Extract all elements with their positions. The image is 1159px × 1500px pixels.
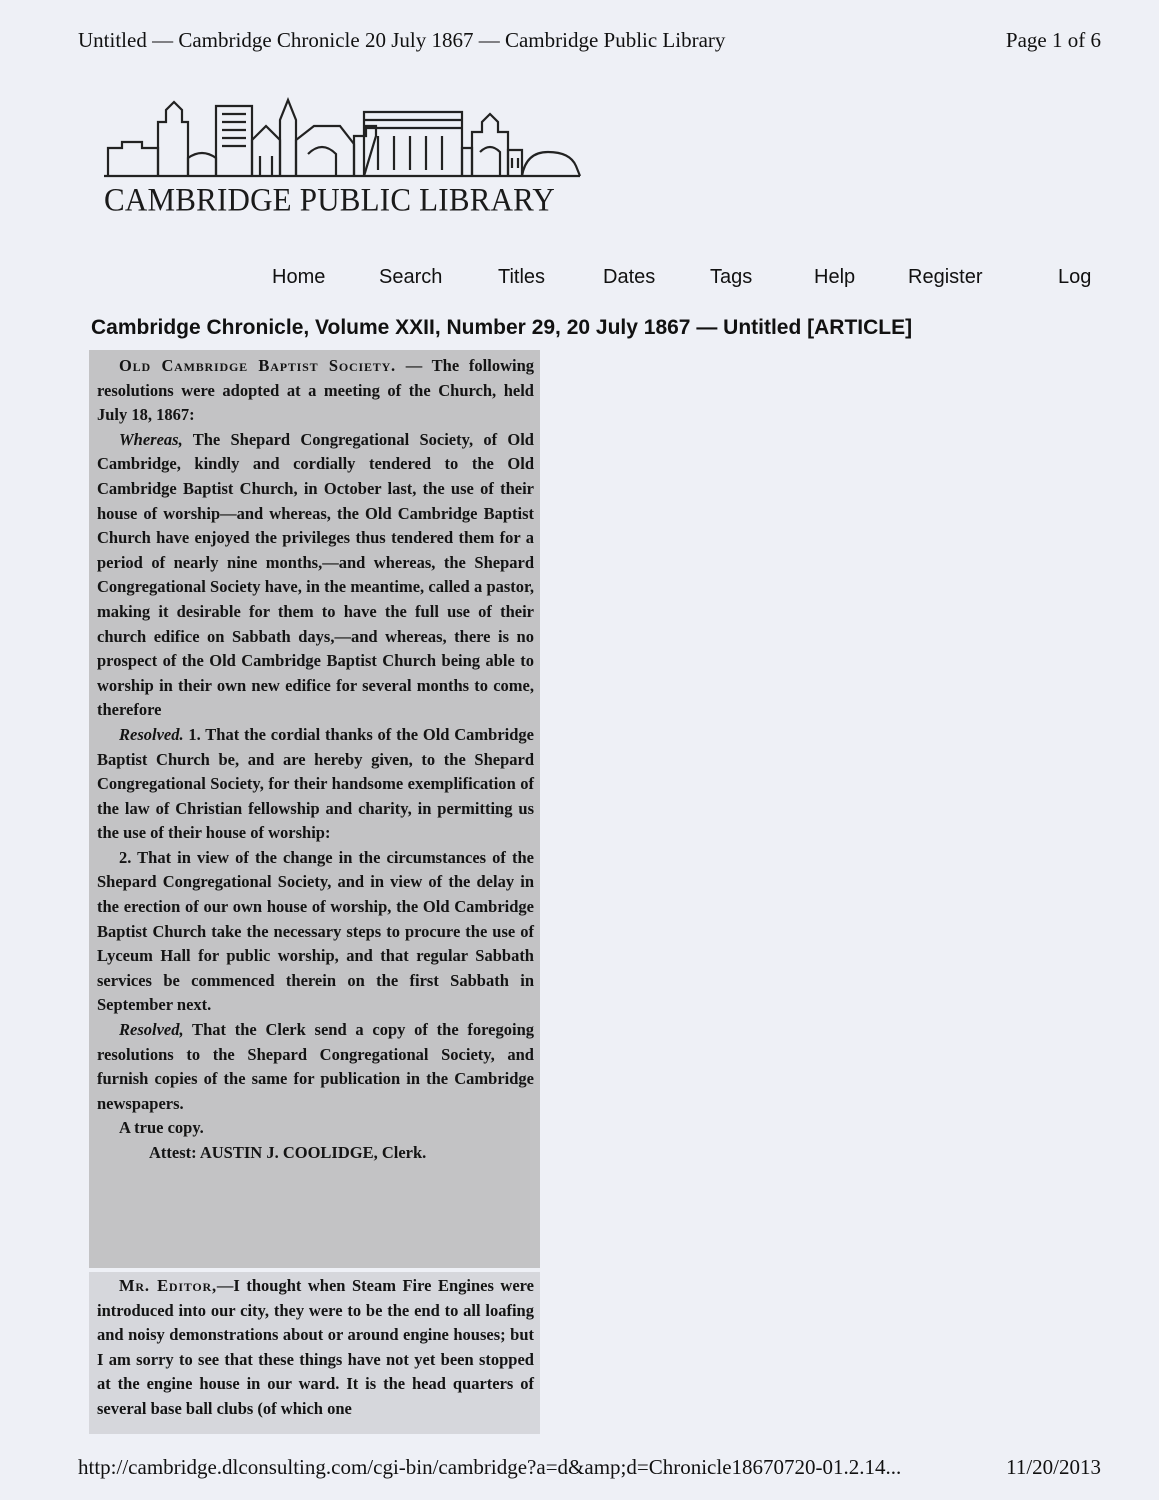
library-logo-text: CAMBRIDGE PUBLIC LIBRARY [104, 181, 555, 218]
print-page-number: Page 1 of 6 [1005, 28, 1101, 52]
city-skyline-icon [102, 96, 584, 182]
article-attest: Attest: AUSTIN J. COOLIDGE, Clerk. [149, 1143, 427, 1162]
article-title: Cambridge Chronicle, Volume XXII, Number 29, 20 July 1867 — Untitled [ARTICLE] [91, 316, 913, 339]
print-header [78, 28, 1101, 53]
article-text: —I thought when Steam Fire Engines were introduced into our city, they were to be the end to all loafing and noisy demonstrations about or around engine houses; but I am sorry to see that these things have not yet been stopped at the engine house in our ward. It is the head quarters of several base ball clubs (of which one [97, 1276, 534, 1418]
article-clipping-image [89, 1272, 540, 1434]
article-text: — The following resolutions were adopted at a meeting of the Church, held July 18, 1867: [97, 356, 535, 425]
print-doc-title: Untitled — Cambridge Chronicle 20 July 1867 — Cambridge Public Library [78, 28, 726, 52]
article-paragraph [97, 1018, 534, 1116]
nav-home[interactable]: Home [272, 266, 326, 288]
article-headline: Mr. Editor, [119, 1276, 217, 1295]
print-footer [78, 1455, 1101, 1480]
article-paragraph [97, 354, 534, 428]
article-text: Resolved. [119, 724, 184, 744]
nav-search[interactable]: Search [379, 266, 443, 288]
nav-help[interactable]: Help [814, 266, 856, 288]
library-logo[interactable] [102, 96, 584, 226]
article-true-copy: A true copy. [119, 1118, 204, 1138]
article-text: 2. That in view of the change in the circumstances of the Shepard Congregational Society, and in view of the delay in the erection of our own house of worship, the Old Cambridge Baptist Church take the necessary steps to procure the use of Lyceum Hall for public worship, and that regular Sabbath services be commenced therein on the first Sabbath in September next. [97, 847, 534, 1015]
print-date: 11/20/2013 [1006, 1455, 1101, 1479]
article-headline: Old Cambridge Baptist Society. [119, 356, 396, 375]
nav-tags[interactable]: Tags [710, 266, 753, 288]
article-paragraph [97, 723, 534, 846]
main-navigation [0, 266, 1159, 296]
article-paragraph [97, 846, 534, 1018]
print-url: http://cambridge.dlconsulting.com/cgi-bin/cambridge?a=d&amp;d=Chronicle18670720-01.2.14... [78, 1455, 902, 1479]
article-paragraph [97, 1274, 534, 1422]
nav-dates[interactable]: Dates [603, 266, 656, 288]
nav-log[interactable]: Log [1058, 266, 1092, 288]
nav-titles[interactable]: Titles [498, 266, 546, 288]
nav-register[interactable]: Register [908, 266, 983, 288]
article-text: Whereas, [119, 429, 183, 449]
article-text: That the Clerk send a copy of the foregoing resolutions to the Shepard Congregational Society, and furnish copies of the same for publication in the Cambridge newspapers. [97, 1020, 534, 1113]
article-text: 1. That the cordial thanks of the Old Cambridge Baptist Church be, and are hereby given, to the Shepard Congregational Society, for their handsome exemplification of the law of Christian fellowship and charity, in permitting us the use of their house of worship: [97, 724, 534, 843]
article-text: Resolved, [119, 1020, 184, 1040]
article-text: The Shepard Congregational Society, of Old Cambridge, kindly and cordially tendered to the Old Cambridge Baptist Church, in October last, the use of their house of worship—and whereas, the Old Cambridge Baptist Church have enjoyed the privileges thus tendered them for a period of nearly nine months,—and whereas, the Shepard Congregational Society have, in the meantime, called a pastor, making it desirable for them to have the full use of their church edifice on Sabbath days,—and whereas, there is no prospect of the Old Cambridge Baptist Church being able to worship in their own new edifice for several months to come, therefore [97, 429, 534, 720]
article-clipping-image [89, 350, 540, 1268]
article-paragraph [97, 428, 534, 723]
